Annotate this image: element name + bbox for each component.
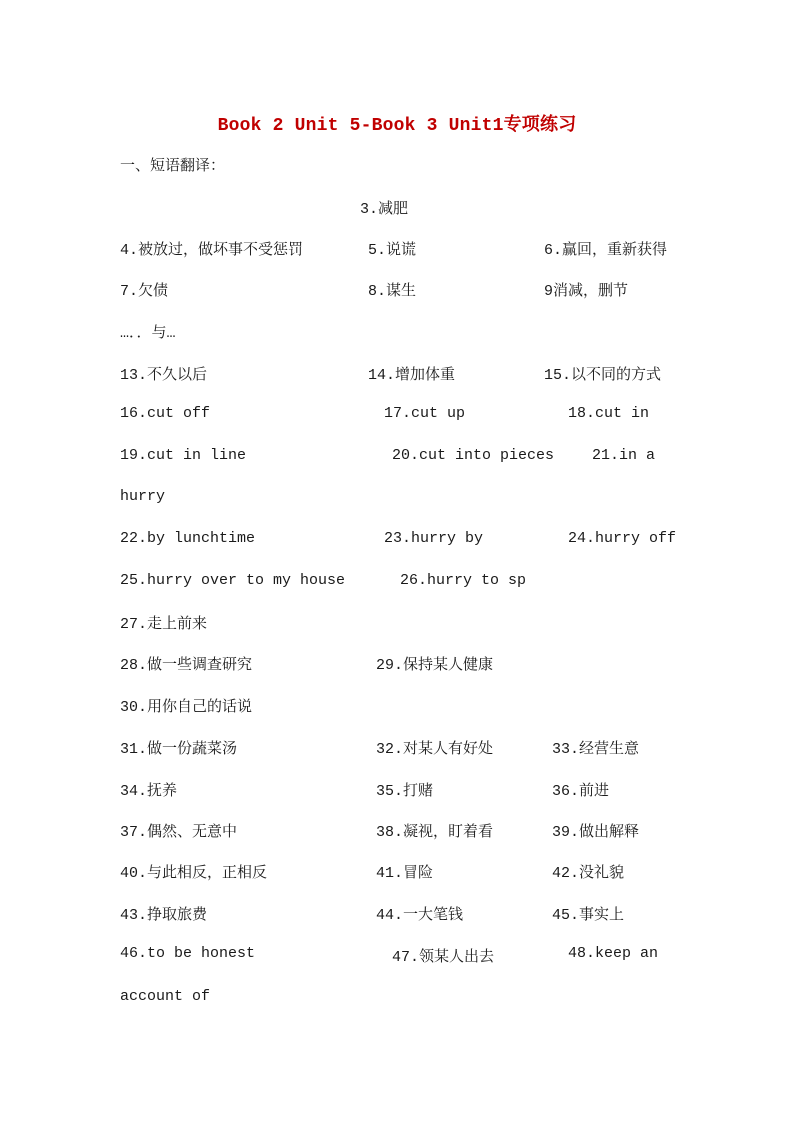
phrase-item: 3.减肥	[360, 201, 409, 218]
phrase-item: account of	[120, 988, 211, 1005]
phrase-item: 21.in a	[592, 447, 656, 464]
phrase-item: 28.做一些调查研究	[120, 657, 253, 674]
phrase-item: 35.打赌	[376, 783, 434, 800]
phrase-item: 39.做出解释	[552, 824, 640, 841]
phrase-item: 22.by lunchtime	[120, 530, 256, 547]
phrase-item: 23.hurry by	[384, 530, 484, 547]
phrase-item: 43.挣取旅费	[120, 907, 208, 924]
phrase-item: 14.增加体重	[368, 367, 456, 384]
phrase-item: 15.以不同的方式	[544, 367, 662, 384]
phrase-item: 13.不久以后	[120, 367, 208, 384]
phrase-item: hurry	[120, 488, 166, 505]
phrase-item: 45.事实上	[552, 907, 625, 924]
phrase-item: 34.抚养	[120, 783, 178, 800]
phrase-item: 30.用你自己的话说	[120, 699, 253, 716]
phrase-item: 44.一大笔钱	[376, 907, 464, 924]
phrase-item: 7.欠债	[120, 283, 169, 300]
phrase-item: 26.hurry to sp	[400, 572, 527, 589]
phrase-item: 19.cut in line	[120, 447, 247, 464]
phrase-item: 32.对某人有好处	[376, 741, 494, 758]
phrase-item: 20.cut into pieces	[392, 447, 555, 464]
phrase-item: 5.说谎	[368, 242, 417, 259]
phrase-item: 17.cut up	[384, 405, 466, 422]
phrase-item: 37.偶然、无意中	[120, 824, 238, 841]
phrase-item: 6.赢回，重新获得	[544, 242, 668, 259]
phrase-item: 46.to be honest	[120, 945, 256, 962]
phrase-item: 16.cut off	[120, 405, 211, 422]
phrase-item: 24.hurry off	[568, 530, 677, 547]
page-title: Book 2 Unit 5-Book 3 Unit1专项练习	[217, 116, 577, 136]
phrase-item: …．．与…	[120, 325, 176, 342]
phrase-item: 9消减，删节	[544, 283, 629, 300]
phrase-item: 42.没礼貌	[552, 865, 625, 882]
phrase-item: 36.前进	[552, 783, 610, 800]
phrase-item: 41.冒险	[376, 865, 434, 882]
phrase-item: 48.keep an	[568, 945, 659, 962]
phrase-item: 31.做一份蔬菜汤	[120, 741, 238, 758]
phrase-item: 8.谋生	[368, 283, 417, 300]
phrase-item: 47.领某人出去	[392, 949, 495, 966]
phrase-item: 18.cut in	[568, 405, 650, 422]
phrase-item: 27.走上前来	[120, 616, 208, 633]
section-heading: 一、短语翻译：	[120, 156, 226, 174]
phrase-item: 4.被放过，做坏事不受惩罚	[120, 242, 304, 259]
phrase-item: 40.与此相反，正相反	[120, 865, 268, 882]
phrase-item: 33.经营生意	[552, 741, 640, 758]
phrase-item: 29.保持某人健康	[376, 657, 494, 674]
phrase-item: 38.凝视，盯着看	[376, 824, 494, 841]
phrase-item: 25.hurry over to my house	[120, 572, 346, 589]
